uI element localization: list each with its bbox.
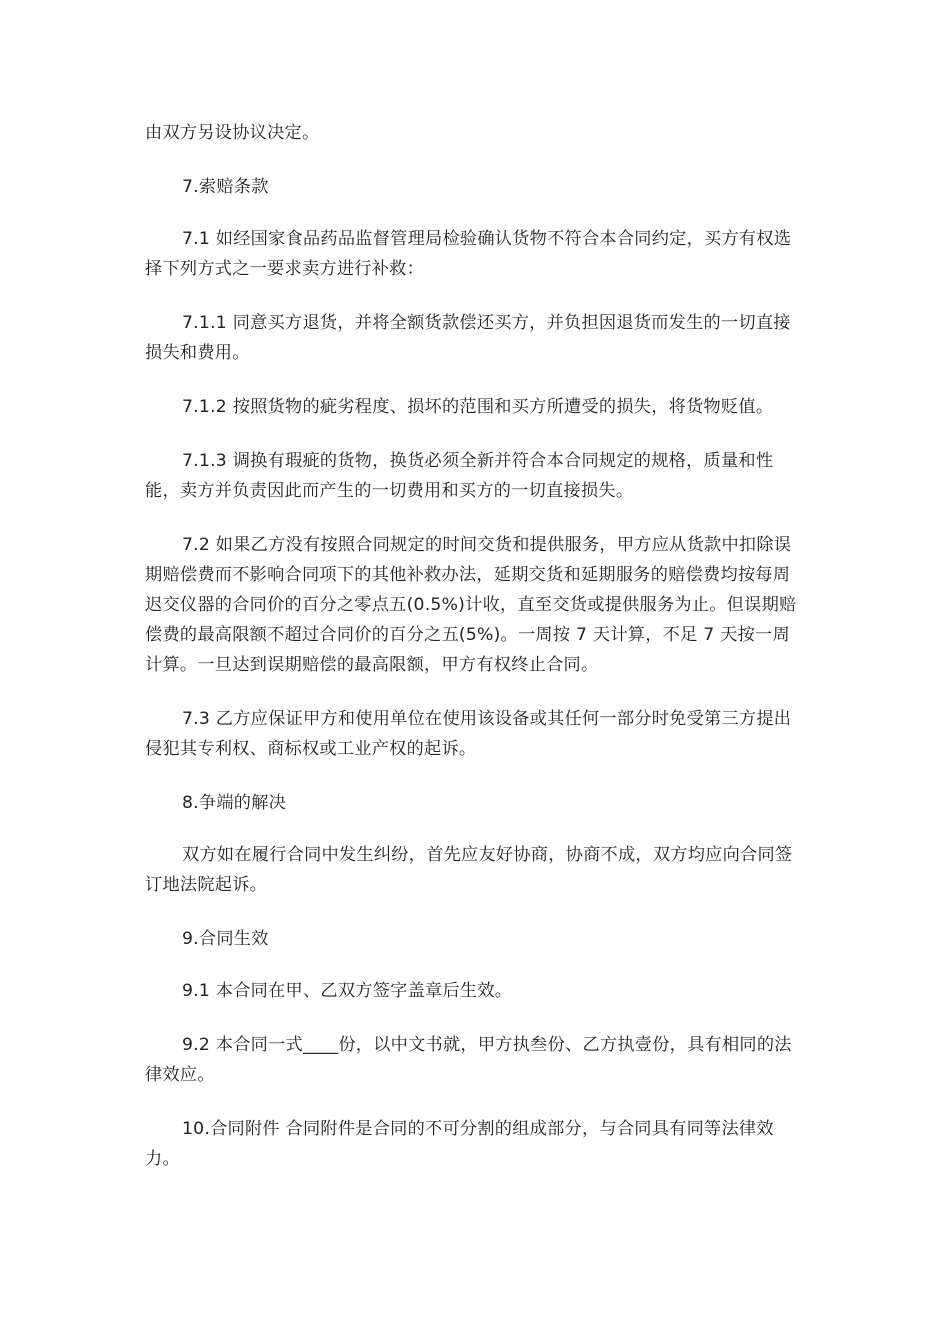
clause-9-2: 9.2 本合同一式____份，以中文书就，甲方执叁份、乙方执壹份，具有相同的法律效应。	[145, 1035, 792, 1085]
clause-7-1-3: 7.1.3 调换有瑕疵的货物，换货必须全新并符合本合同规定的规格，质量和性能，卖方并负责因此而产生的一切费用和买方的一切直接损失。	[145, 451, 774, 501]
clause-7-1: 7.1 如经国家食品药品监督管理局检验确认货物不符合本合同约定，买方有权选择下列方式之一要求卖方进行补救：	[145, 229, 792, 279]
clause-7-1-1: 7.1.1 同意买方退货，并将全额货款偿还买方，并负担因退货而发生的一切直接损失和费用。	[145, 313, 791, 363]
paragraph-continuation: 由双方另设协议决定。	[145, 123, 320, 143]
section-10-attachments: 10.合同附件 合同附件是合同的不可分割的组成部分，与合同具有同等法律效力。	[145, 1119, 774, 1169]
clause-7-2: 7.2 如果乙方没有按照合同规定的时间交货和提供服务，甲方应从货款中扣除误期赔偿费而不影响合同项下的其他补救办法，延期交货和延期服务的赔偿费均按每周迟交仪器的合同价的百分之零点五(0.5%)计收，直至交货或提供服务为止。但误期赔偿费的最高限额不超过合同价的百分之五(5%)。一周按 7 天计算，不足 7 天按一周计算。一旦达到误期赔偿的最高限额，甲方有权终止合同。	[145, 535, 797, 675]
clause-9-1: 9.1 本合同在甲、乙双方签字盖章后生效。	[182, 981, 513, 1001]
clause-7-3: 7.3 乙方应保证甲方和使用单位在使用该设备或其任何一部分时免受第三方提出侵犯其专利权、商标权或工业产权的起诉。	[145, 709, 792, 759]
clause-8-body: 双方如在履行合同中发生纠纷，首先应友好协商，协商不成，双方均应向合同签订地法院起诉。	[145, 845, 793, 895]
section-heading-7: 7.索赔条款	[182, 177, 269, 197]
section-heading-9: 9.合同生效	[182, 929, 269, 949]
section-heading-8: 8.争端的解决	[182, 793, 287, 813]
clause-7-1-2: 7.1.2 按照货物的疵劣程度、损坏的范围和买方所遭受的损失，将货物贬值。	[182, 397, 774, 417]
document-page	[145, 118, 807, 1198]
